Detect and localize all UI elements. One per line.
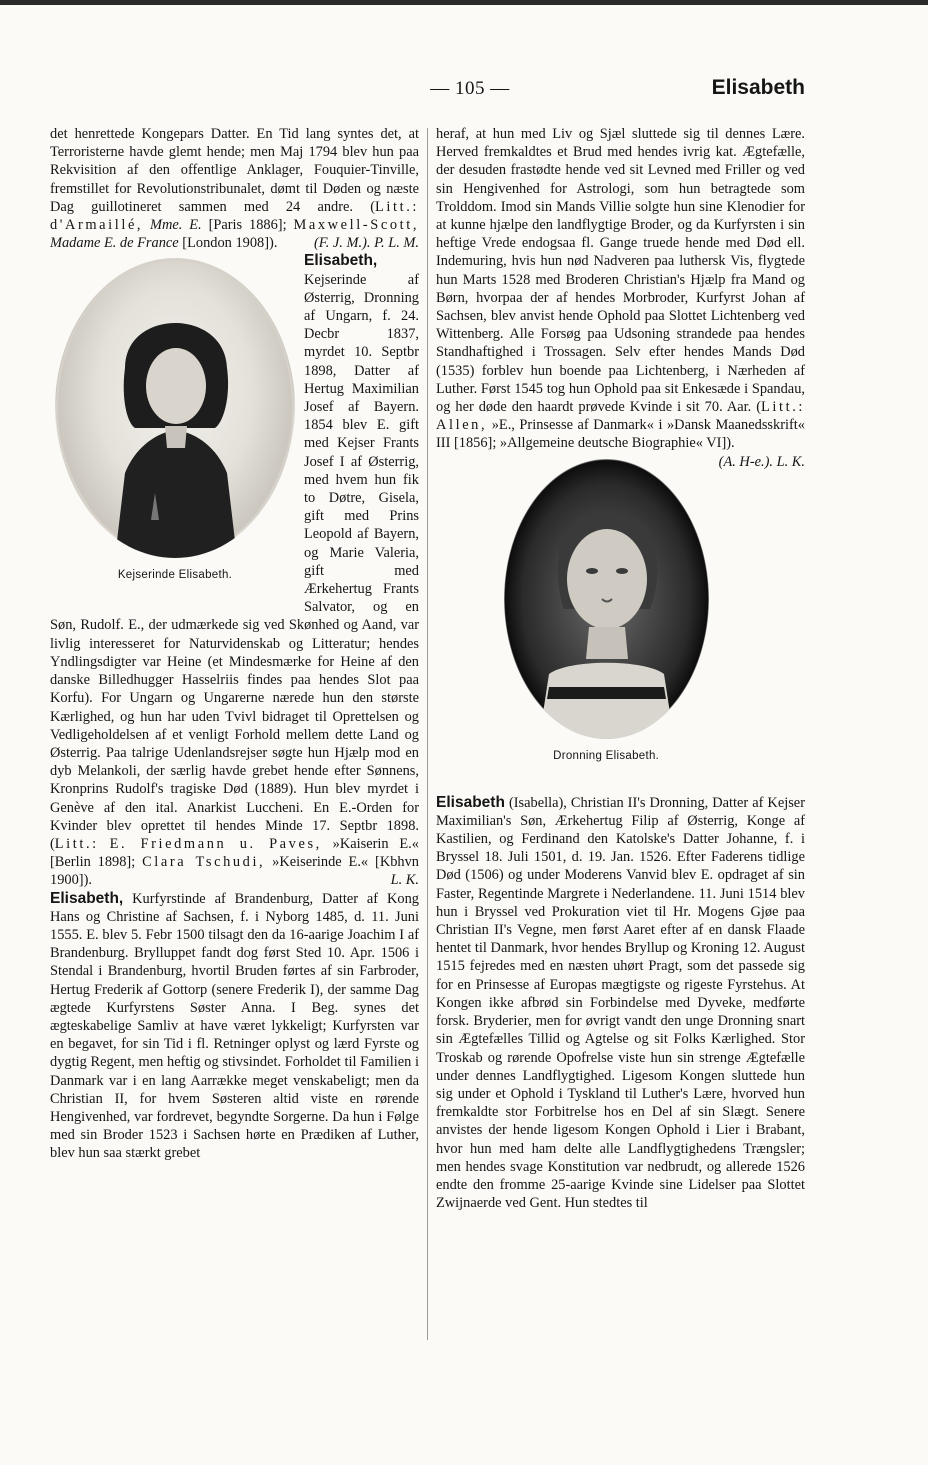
running-head: Elisabeth [711, 76, 805, 99]
page-header [50, 70, 805, 110]
empress-portrait-drawing [55, 258, 295, 558]
portrait-caption: Kejserinde Elisabeth. [117, 569, 233, 582]
column-divider [427, 128, 428, 1340]
right-column [436, 125, 805, 1212]
portrait-image [55, 258, 295, 558]
headword: Elisabeth, [50, 889, 124, 907]
entry-elisabeth-electress-cont: heraf, at hun med Liv og Sjæl sluttede sig til dennes Lære. Herved fremkaldtes et Brud med hendes ivrig kat. Ægtefælle, der desuden frastødte hende ved sit Levned med Friller og ved sin Hengivenhed for Astrologi, som hun betragtede som Trolddom. Imod sin Mands Villie solgte hun sine Klenodier for at kunne hjælpe den landflygtige Broder, og da Kurfyrsten i sin heftige Vrede endogsaa fl. Gange truede hende med Død ell. Indemuring, hvis hun nød Nadveren paa luthersk Vis, flygtede hun Marts 1528 med Broderen Christian's Hjælp fra Mand og Børn, hvorpaa der af hendes Morbroder, Kurfyrst Johan af Sachsen, blev anvist hende Ophold paa Slottet Lichtenberg ved Wittenberg. Alle Forsøg paa Udsoning strandede paa hendes Standhaftighed i Trossagen. Selv efter hendes Mands Død (1535) forblev hun boende paa Lichtenberg, i Nærheden af Luther. Først 1545 tog hun Ophold paa sit Enkesæde i Spandau, og her døde den haardt prøvede Kvinde i sit 70. Aar. (Litt.: Allen, »E., Prinsesse af Danmark« i »Dansk Maanedsskrift« III [1856]; »Allgemeine deutsche Biographie« VI]). (A. H-e.). L. K. [436, 126, 805, 470]
queen-portrait-drawing [504, 459, 709, 739]
portrait-image [504, 459, 709, 739]
top-rule [0, 0, 928, 5]
signature: (A. H-e.). L. K. [718, 453, 805, 470]
entry-marie-elisabeth-cont: det henrettede Kongepars Datter. En Tid lang syntes det, at Terroristerne havde glemt hende; men Maj 1794 blev hun paa Rekvisition af den offentlige Anklager, Fouquier-Tinville, fremstillet for Revolutionstribunalet, dømt til Døden og næste Dag guillotineret sammen med 24 andre. (Litt.: d'Armaillé, Mme. E. [Paris 1886]; Maxwell-Scott, Madame E. de France [London 1908]). (F. J. M.). P. L. M. [50, 126, 420, 252]
portrait-caption: Dronning Elisabeth. [553, 749, 660, 762]
headword: Elisabeth, [304, 252, 378, 270]
page-number: — 105 — [430, 78, 510, 99]
entry-elisabeth-queen: Dronning Elisabeth. Elisabeth (Isabella), Christian II's Dronning, Datter af Kejser Maximilian's Søn, Ærkehertug Filip af Østerrig, Konge af Kastilien, og Ferdinand den Katolske's Datter Johanne, f. i Bryssel 18. Juli 1501, d. 19. Jan. 1526. Efter Faderens tidlige Død (1506) og under Moderens Vanvid blev E. opdraget af sin Faster, Regentinde Margrete i Nederlandene. 11. Juni 1514 blev hun i Bryssel ved Prokuration viet til Hr. Mogens Gjøe paa Christian II's Vegne, men først Aaret efter af en dansk Flaade hentet til Danmark, hvor hendes Bryllup og Kroning 12. August 1515 fejredes med en næsten uhørt Pragt, som det passede sig for en Prinsesse af Europas mægtigste og rigeste Fyrstehus. At Kongen ikke afbrød sin Forbindelse med Dyveke, medførte forsk. Bryderier, men for øvrigt vandt den unge Dronning snart sin Ægtefælles Tillid og Agtelse og sit Folks Kærlighed. Stor Troskab og rørende Opofrelse viste hun sin strenge Ægtefælle under dennes Landflygtighed. Ligesom Kongen sluttede hun sig under et Ophold i Tyskland til Luther's Lære, hvorved hun fremkaldte stor Forbitrelse hos en Del af sin Slægt. Senere anvistes der hende ligesom Kongen Ophold i Lier i Brabant, hvor hun med ham delte alle Landflygtighedens Trængsler; men hendes svage Konstitution var nedbrudt, og allerede 1526 endte den fromme 25-aarige Kvinde sine Lidelser paa Slottet Zwijnaerde ved Gent. Hun stedtes til [436, 453, 805, 1213]
entry-elisabeth-electress: Elisabeth, Kurfyrstinde af Brandenburg, Datter af Kong Hans og Christine af Sachsen, f. i Nyborg 1485, d. 11. Juni 1555. E. blev 5. Febr 1500 tilsagt den da 16-aarige Joachim I af Brandenburg. Brylluppet fandt dog først Sted 10. Apr. 1506 i Stendal i Brandenburg, hvortil Bruden førtes af sin Farbroder, Hertug Frederik af Gottorp (senere Frederik I), der samme Dag ægtede Kurfyrstens Søster Anna. I Beg. synes det ægteskabelige Samliv at have været lykkeligt; Kurfyrsten var en begavet, for sin Tid i fl. Retninger oplyst og lærd Fyrste og dygtig Regent, men heftig og stivsindet. Forholdet til Familien i Danmark var i en lang Aarrække meget venskabeligt; men da Christian II, for hvem Søsteren altid viste en rørende Hengivenhed, var fordrevet, begyndte Sorgerne. Da hun i Følge med sin Broder 1523 i Sachsen hørte en Prædiken af Luther, blev hun saa stærkt grebet [50, 889, 419, 1162]
left-column [50, 125, 419, 1163]
portrait-empress-elisabeth [50, 258, 300, 608]
headword: Elisabeth [436, 793, 505, 811]
signature: L. K. [390, 872, 419, 889]
entry-elisabeth-empress: Elisabeth, Kejserinde Elisabeth. Kejserinde af Østerrig, Dronning af Ungarn, f. 24. Decbr 1837, myrdet 10. Septbr 1898, Datter af Hertug Maximilian Josef af Bayern. 1854 blev E. gift med Kejser Frants Josef I af Østerrig, med hvem hun fik to Døtre, Gisela, gift med Prins Leopold af Bayern, og Marie Valeria, gift med Ærkehertug Frants Salvator, og en Søn, Rudolf. E., der udmærkede sig ved Skønhed og Aand, var livlig interesseret for Naturvidenskab og Litteratur; hendes Yndlingsdigter var Heine (et Mindesmærke for Heine af den danske Billedhugger Hasselriis findes paa hendes Slot paa Korfu). For Ungarn og Ungarerne nærede hun den største Kærlighed, og hun har uden Tvivl bidraget til Oprettelsen og Vedligeholdelsen af et venligt Forhold mellem dette Land og Østerrig. Paa talrige Udenlandsrejser søgte hun Hjælp mod en dyb Melankoli, der særlig havde grebet hende efter Sønnens, Kronprins Rudolf's tragiske Død (1889). Hun blev myrdet i Genève af den ital. Anarkist Luccheni. En E.-Orden for Kvinder blev oprettet til hendes Minde 17. Septbr 1898. (Litt.: E. Friedmann u. Paves, »Kaiserin E.« [Berlin 1898]; Clara Tschudi, »Keiserinde E.« [Kbhvn 1900]). L. K. [50, 252, 419, 889]
portrait-queen-elisabeth [494, 459, 719, 794]
signature: (F. J. M.). P. L. M. [314, 235, 419, 252]
